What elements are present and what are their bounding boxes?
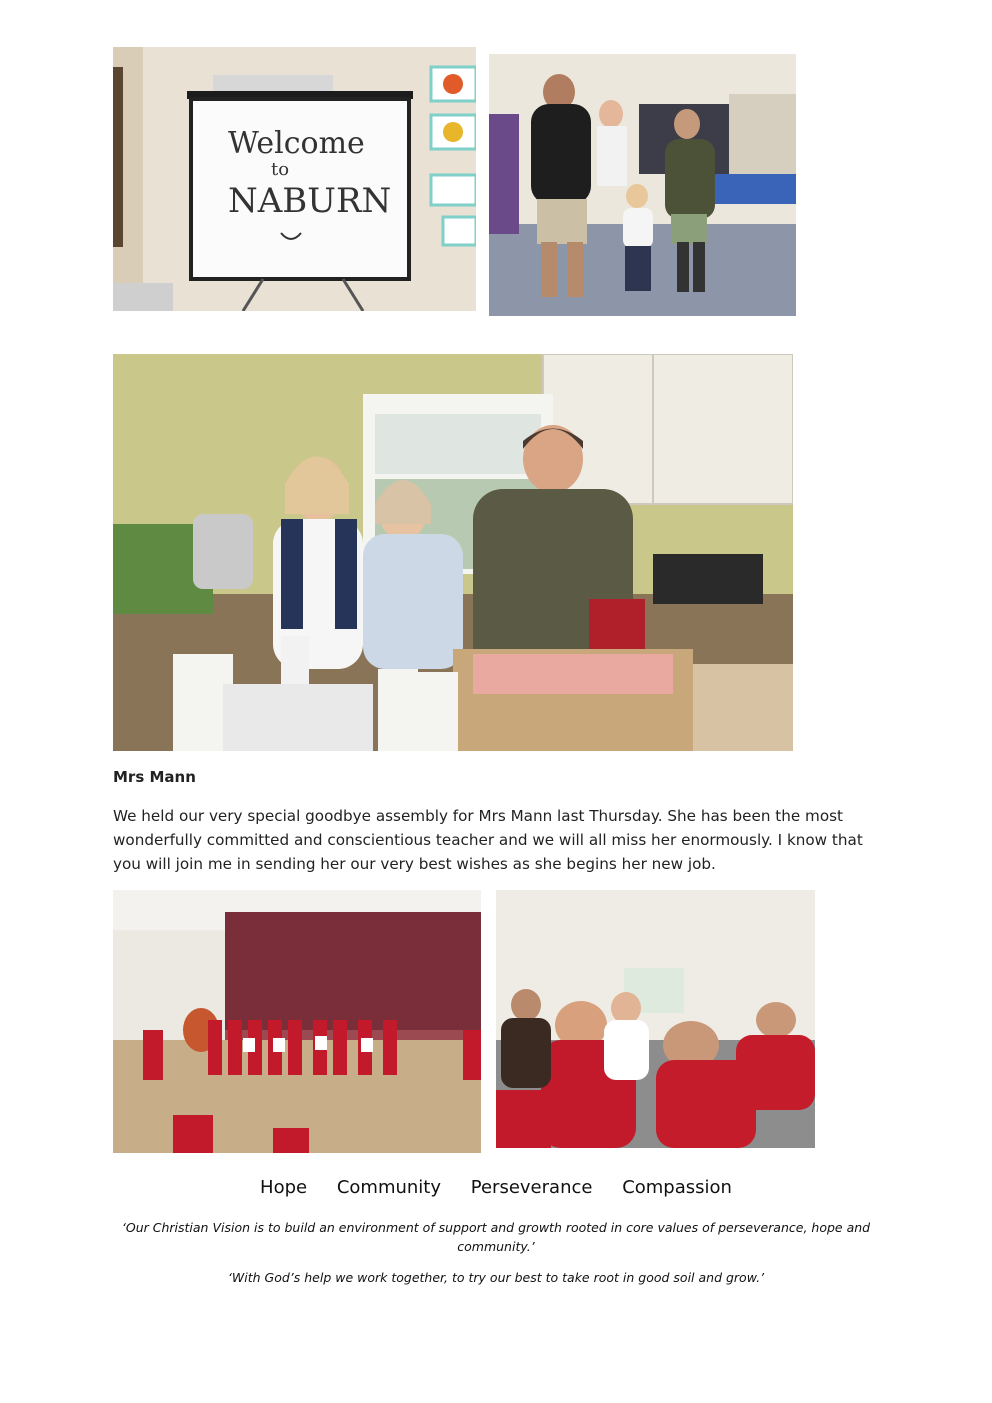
value-community: Community <box>336 1177 442 1198</box>
value-perseverance: Perseverance <box>470 1177 593 1198</box>
board-text-welcome: Welcome <box>228 126 365 161</box>
photo-children-hall <box>496 890 815 1148</box>
core-values-row <box>0 1177 992 1198</box>
school-motto: ‘With God’s help we work together, to try our best to take root in good soil and grow.’ <box>227 1270 765 1285</box>
value-hope: Hope <box>260 1177 308 1198</box>
photo-staff-group <box>113 354 793 751</box>
section-heading: Mrs Mann <box>113 768 196 786</box>
photo-classroom-visitors <box>489 54 796 316</box>
board-text-to: to <box>271 159 290 180</box>
board-text-naburn: NABURN <box>228 181 392 221</box>
section-body-text: We held our very special goodbye assembly for Mrs Mann last Thursday. She has been the most wonderfully committed and conscientious teacher and we will all miss her enormously. I know that you will join me in sending her our very best wishes as she begins her new job. <box>113 807 863 873</box>
photo-assembly-stage <box>113 890 481 1153</box>
photo-welcome-whiteboard <box>113 47 476 311</box>
value-compassion: Compassion <box>622 1177 732 1198</box>
christian-vision-statement: ‘Our Christian Vision is to build an environment of support and growth rooted in core values of perseverance, hope and community.’ <box>121 1220 871 1254</box>
